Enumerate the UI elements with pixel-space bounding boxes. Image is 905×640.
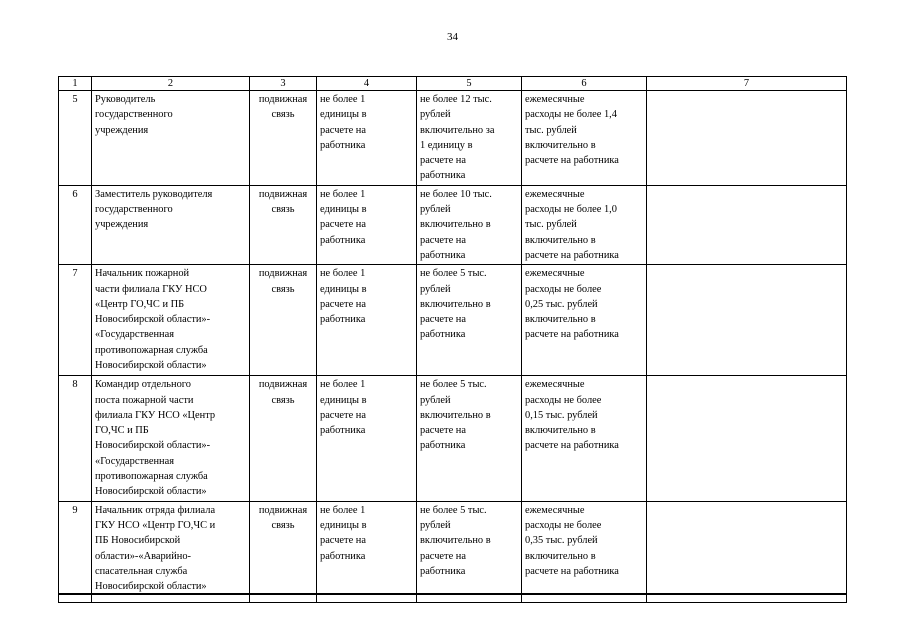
comm-type-cell: подвижная связь <box>250 376 317 501</box>
norms-table <box>58 76 847 603</box>
expenses-cell: ежемесячные расходы не более 1,4 тыс. рублей включительно в расчете на работника <box>522 91 647 186</box>
column-header: 5 <box>417 77 522 91</box>
column-header: 3 <box>250 77 317 91</box>
price-cell: не более 5 тыс. рублей включительно в расчете на работника <box>417 265 522 376</box>
empty-cell <box>647 376 847 501</box>
table-bottom-border <box>58 593 847 595</box>
column-header: 6 <box>522 77 647 91</box>
position-cell: Начальник отряда филиала ГКУ НСО «Центр ГО,ЧС и ПБ Новосибирской области»-«Аварийно- спасательная служба Новосибирской области» <box>92 501 250 602</box>
empty-cell <box>647 265 847 376</box>
expenses-cell: ежемесячные расходы не более 0,35 тыс. рублей включительно в расчете на работника <box>522 501 647 602</box>
column-header: 7 <box>647 77 847 91</box>
row-number: 5 <box>59 91 92 186</box>
position-cell: Начальник пожарной части филиала ГКУ НСО «Центр ГО,ЧС и ПБ Новосибирской области»- «Государственная противопожарная служба Новосибирской области» <box>92 265 250 376</box>
comm-type-cell: подвижная связь <box>250 501 317 602</box>
empty-cell <box>647 185 847 264</box>
column-header: 1 <box>59 77 92 91</box>
table-row <box>59 91 847 186</box>
comm-type-cell: подвижная связь <box>250 265 317 376</box>
row-number: 9 <box>59 501 92 602</box>
table-row <box>59 265 847 376</box>
table-row <box>59 376 847 501</box>
empty-cell <box>647 91 847 186</box>
table-header-row <box>59 77 847 91</box>
quantity-cell: не более 1 единицы в расчете на работника <box>317 91 417 186</box>
column-header: 4 <box>317 77 417 91</box>
quantity-cell: не более 1 единицы в расчете на работника <box>317 501 417 602</box>
position-cell: Командир отдельного поста пожарной части филиала ГКУ НСО «Центр ГО,ЧС и ПБ Новосибирской области»- «Государственная противопожарная служба Новосибирской области» <box>92 376 250 501</box>
row-number: 6 <box>59 185 92 264</box>
quantity-cell: не более 1 единицы в расчете на работника <box>317 376 417 501</box>
column-header: 2 <box>92 77 250 91</box>
comm-type-cell: подвижная связь <box>250 91 317 186</box>
row-number: 7 <box>59 265 92 376</box>
expenses-cell: ежемесячные расходы не более 0,25 тыс. рублей включительно в расчете на работника <box>522 265 647 376</box>
comm-type-cell: подвижная связь <box>250 185 317 264</box>
empty-cell <box>647 501 847 602</box>
quantity-cell: не более 1 единицы в расчете на работника <box>317 185 417 264</box>
price-cell: не более 10 тыс. рублей включительно в расчете на работника <box>417 185 522 264</box>
price-cell: не более 5 тыс. рублей включительно в расчете на работника <box>417 376 522 501</box>
expenses-cell: ежемесячные расходы не более 0,15 тыс. рублей включительно в расчете на работника <box>522 376 647 501</box>
quantity-cell: не более 1 единицы в расчете на работника <box>317 265 417 376</box>
expenses-cell: ежемесячные расходы не более 1,0 тыс. рублей включительно в расчете на работника <box>522 185 647 264</box>
table-row <box>59 501 847 602</box>
table-row <box>59 185 847 264</box>
price-cell: не более 5 тыс. рублей включительно в расчете на работника <box>417 501 522 602</box>
page-number: 34 <box>447 31 458 43</box>
position-cell: Заместитель руководителя государственного учреждения <box>92 185 250 264</box>
position-cell: Руководитель государственного учреждения <box>92 91 250 186</box>
price-cell: не более 12 тыс. рублей включительно за 1 единицу в расчете на работника <box>417 91 522 186</box>
row-number: 8 <box>59 376 92 501</box>
